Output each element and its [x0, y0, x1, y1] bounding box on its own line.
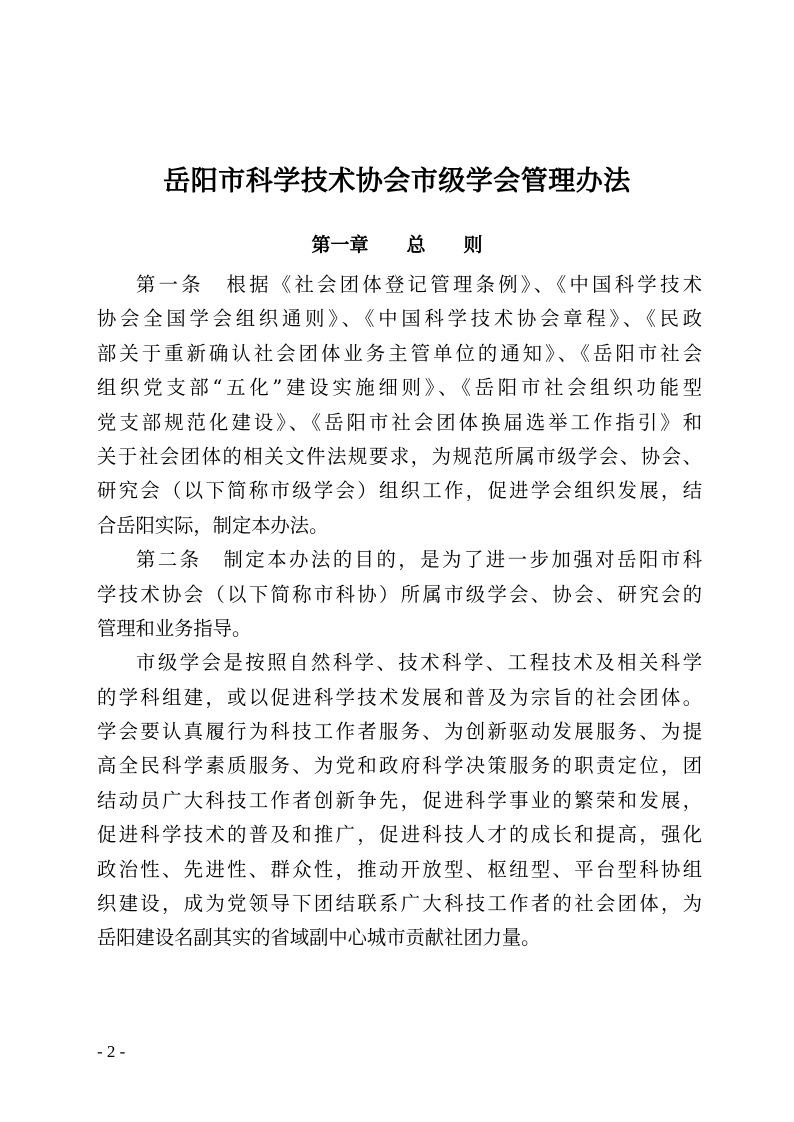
paragraph-3-line: 政治性、先进性、群众性，推动开放型、枢纽型、平台型科协组	[97, 857, 702, 881]
page-number: - 2 -	[97, 1042, 126, 1061]
paragraph-3-line: 学会要认真履行为科技工作者服务、为创新驱动发展服务、为提	[97, 720, 702, 744]
paragraph-1-line: 研究会（以下简称市级学会）组织工作，促进学会组织发展，结	[97, 479, 702, 503]
paragraph-3-line: 岳阳建设名副其实的省域副中心城市贡献社团力量。	[97, 926, 541, 950]
paragraph-3-line: 织建设，成为党领导下团结联系广大科技工作者的社会团体，为	[97, 892, 702, 916]
paragraph-2-line: 学技术协会（以下简称市科协）所属市级学会、协会、研究会的	[97, 582, 702, 606]
paragraph-1-line: 第一条 根据《社会团体登记管理条例》、《中国科学技术	[136, 273, 702, 296]
paragraph-1-line: 协会全国学会组织通则》、《中国科学技术协会章程》、《民政	[97, 307, 702, 331]
paragraph-2-line: 管理和业务指导。	[97, 616, 252, 640]
document-body	[97, 268, 702, 956]
document-title: 岳阳市科学技术协会市级学会管理办法	[163, 166, 631, 197]
paragraph-3-line: 的学科组建，或以促进科学技术发展和普及为宗旨的社会团体。	[97, 685, 702, 709]
paragraph-1-line: 合岳阳实际，制定本办法。	[97, 513, 329, 537]
paragraph-2-line: 第二条 制定本办法的目的，是为了进一步加强对岳阳市科	[136, 548, 702, 572]
paragraph-1-line: 部关于重新确认社会团体业务主管单位的通知》、《岳阳市社会	[97, 341, 702, 365]
paragraph-1-line: 组织党支部“五化”建设实施细则》、《岳阳市社会组织功能型	[97, 376, 702, 400]
paragraph-1-line: 关于社会团体的相关文件法规要求，为规范所属市级学会、协会、	[97, 444, 702, 468]
paragraph-1-line: 党支部规范化建设》、《岳阳市社会团体换届选举工作指引》和	[97, 410, 702, 434]
chapter-heading: 第一章 总 则	[311, 234, 483, 256]
paragraph-3-line: 结动员广大科技工作者创新争先，促进科学事业的繁荣和发展，	[97, 788, 702, 812]
paragraph-3-line: 市级学会是按照自然科学、技术科学、工程技术及相关科学	[136, 651, 702, 675]
paragraph-3-line: 高全民科学素质服务、为党和政府科学决策服务的职责定位，团	[97, 754, 702, 778]
paragraph-3-line: 促进科学技术的普及和推广，促进科技人才的成长和提高，强化	[97, 823, 702, 847]
